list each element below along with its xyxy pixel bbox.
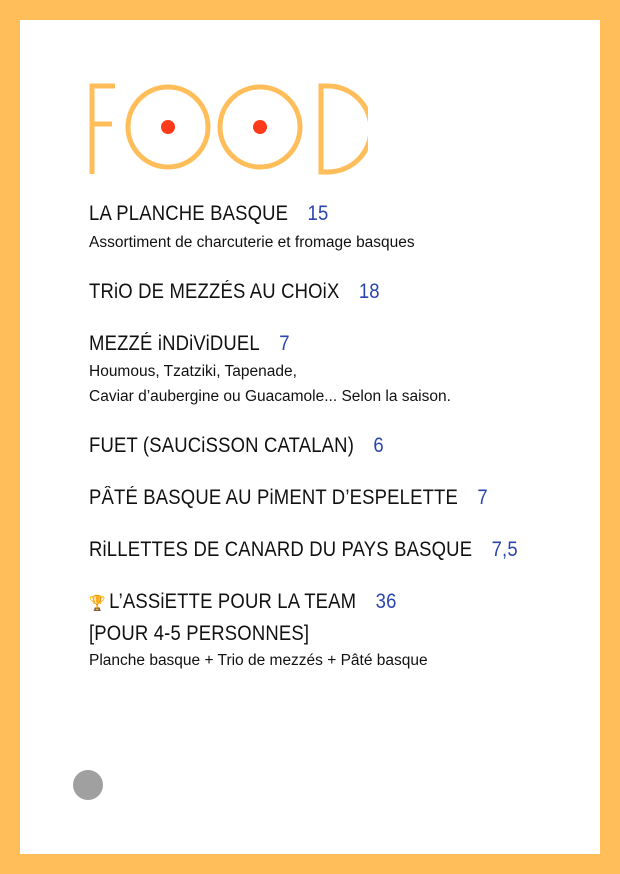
trophy-icon: 🏆	[89, 595, 106, 612]
page-marker-circle	[73, 770, 103, 800]
menu-item-description: Houmous, Tzatziki, Tapenade,	[89, 363, 297, 380]
price: 7	[477, 486, 488, 509]
menu-item-title: TRiO DE MEZZÉS AU CHOiX 18	[89, 280, 380, 303]
price: 6	[373, 434, 384, 457]
menu-item-description: Assortiment de charcuterie et fromage basques	[89, 234, 415, 251]
food-title-logo	[88, 82, 368, 178]
menu-item-title: 🏆 L’ASSiETTE POUR LA TEAM 36	[89, 590, 397, 613]
price: 18	[358, 280, 380, 303]
price: 15	[307, 202, 329, 225]
menu-item-description: Planche basque + Trio de mezzés + Pâté basque	[89, 652, 428, 669]
price: 36	[375, 590, 397, 613]
menu-item-title: RiLLETTES DE CANARD DU PAYS BASQUE 7,5	[89, 538, 518, 561]
menu-item-title: LA PLANCHE BASQUE 15	[89, 202, 329, 225]
menu-item-title: MEZZÉ iNDiViDUEL 7	[89, 332, 290, 355]
price: 7,5	[491, 538, 518, 561]
menu-item-subtitle: [POUR 4-5 PERSONNES]	[89, 622, 310, 645]
menu-item-title: FUET (SAUCiSSON CATALAN) 6	[89, 434, 384, 457]
price: 7	[279, 332, 290, 355]
menu-item-description: Caviar d’aubergine ou Guacamole... Selon la saison.	[89, 388, 451, 405]
menu-item-title: PÂTÉ BASQUE AU PiMENT D’ESPELETTE 7	[89, 486, 488, 509]
